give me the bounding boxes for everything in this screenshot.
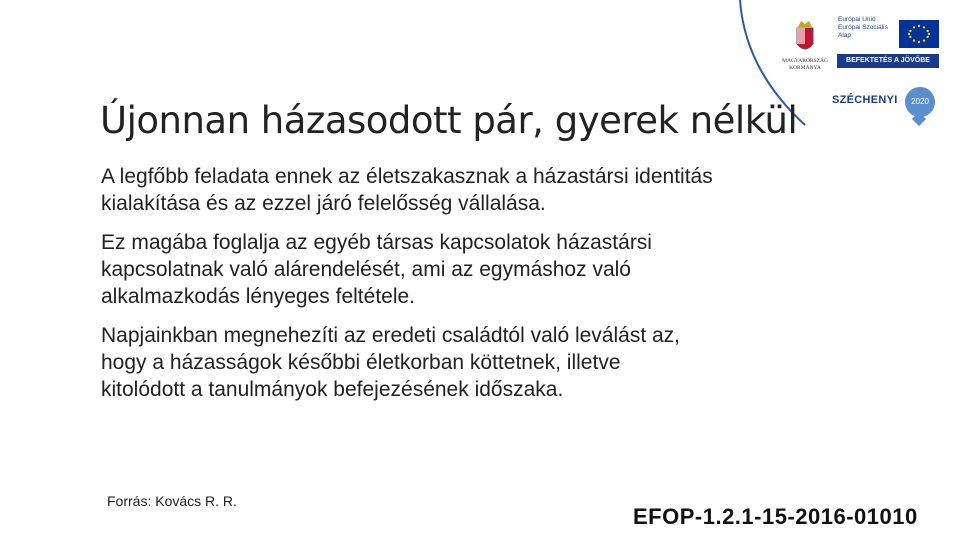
eu-fund-label: Európai Unió Európai Szociális Alap [838, 16, 888, 39]
source-citation: Forrás: Kovács R. R. [107, 493, 237, 509]
paragraph-2: Ez magába foglalja az egyéb társas kapcsolatok házastársi kapcsolatnak való alárendelését, ami az egymáshoz való alkalmazkodás lényeges feltétele. [101, 231, 652, 308]
szechenyi-label: SZÉCHENYI [832, 94, 898, 106]
szechenyi-badge: 2020 [905, 87, 935, 117]
slide-body [101, 163, 881, 415]
slide-title: Újonnan házasodott pár, gyerek nélkül [100, 98, 798, 142]
paragraph-3: Napjainkban megnehezíti az eredeti családtól való leválást az, hogy a házasságok későbbi életkorban köttetnek, illetve kitolódott a tanulmányok befejezésének időszaka. [101, 324, 681, 401]
funding-logos [775, 14, 945, 134]
eu-flag-icon [899, 20, 939, 48]
project-code: EFOP-1.2.1-15-2016-01010 [633, 504, 918, 529]
invest-banner: BEFEKTETÉS A JÖVŐBE [837, 54, 939, 68]
hungarian-crest-icon [793, 18, 817, 56]
paragraph-1: A legfőbb feladata ennek az életszakasznak a házastársi identitás kialakítása és az ezzel járó felelősség vállalása. [101, 165, 713, 215]
government-label: MAGYARORSZÁG KORMÁNYA [782, 58, 828, 71]
